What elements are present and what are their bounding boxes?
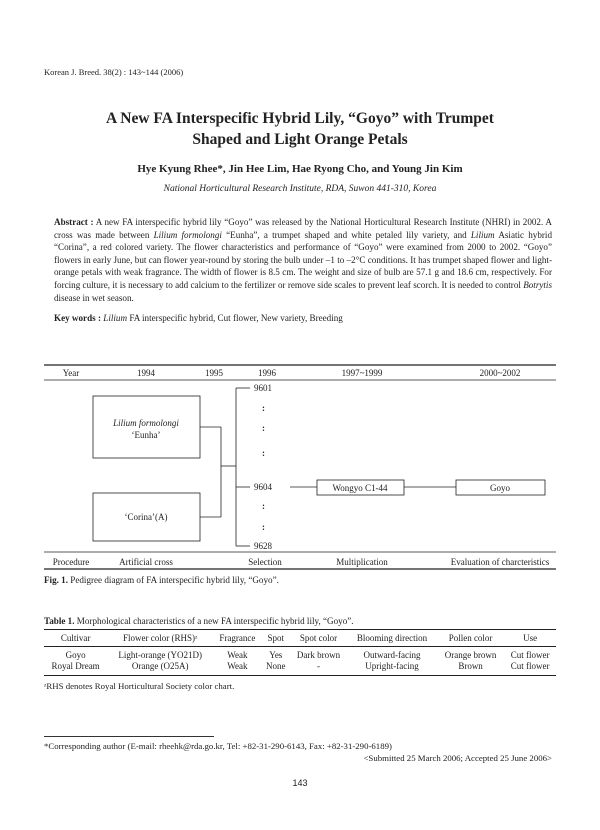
col-cultivar: Cultivar: [44, 630, 107, 647]
figure-caption: [44, 575, 279, 585]
figure-caption-text: Pedigree diagram of FA interspecific hybrid lily, “Goyo”.: [70, 575, 279, 585]
table-row: [44, 647, 556, 662]
abstract-label: Abstract :: [54, 217, 94, 227]
year-header: Year: [62, 368, 80, 378]
selection-dots-5: :: [262, 522, 265, 532]
morphology-table: [44, 629, 556, 676]
table-cell: Weak: [227, 650, 248, 660]
table-cell: Goyo: [65, 650, 86, 660]
abstract-species-1: Lilium formolongi: [153, 229, 222, 240]
abstract-text-2: “Eunha”, a trumpet shaped and white petaled lily variety, and: [226, 229, 467, 240]
procedure-evaluation: Evaluation of charcteristics: [450, 557, 550, 567]
selection-dots-1: :: [262, 403, 265, 413]
col-fragrance: Fragrance: [213, 630, 261, 647]
selection-dots-3: :: [262, 448, 265, 458]
keywords-text: FA interspecific hybrid, Cut flower, New variety, Breeding: [129, 313, 343, 323]
table-cell: Cut flower: [510, 650, 550, 660]
year-1994: 1994: [137, 368, 155, 378]
title-line-1: A New FA Interspecific Hybrid Lily, “Goyo” with Trumpet: [106, 110, 494, 127]
table-caption-text: Morphological characteristics of a new FA interspecific hybrid lily, “Goyo”.: [76, 616, 354, 626]
table-cell: Brown: [437, 661, 504, 676]
corresponding-author-note: *Corresponding author (E-mail: rheehk@rda.go.kr, Tel: +82-31-290-6143, Fax: +82-31-290-6189): [44, 741, 392, 751]
col-pollen-color: Pollen color: [437, 630, 504, 647]
procedure-header: Procedure: [52, 557, 90, 567]
table-cell: Orange (O25A): [107, 661, 213, 676]
abstract-text-4: disease in wet season.: [54, 292, 134, 303]
keywords-label: Key words :: [54, 313, 101, 323]
selection-dots-2: :: [262, 423, 265, 433]
year-1996: 1996: [258, 368, 276, 378]
parent-corina-name: ‘Corina’(A): [124, 512, 168, 522]
table-cell: Dark brown: [296, 650, 341, 660]
selection-9601: 9601: [254, 383, 272, 393]
table-cell: Royal Dream: [44, 661, 107, 676]
variety-goyo-label: Goyo: [490, 483, 510, 493]
selection-9628: 9628: [254, 541, 272, 551]
table-row: [44, 661, 556, 676]
table-caption-label: Table 1.: [44, 616, 75, 626]
journal-reference: Korean J. Breed. 38(2) : 143~144 (2006): [44, 67, 184, 77]
table-cell: -: [290, 661, 347, 676]
table-cell: Weak: [213, 661, 261, 676]
table-header-row: [44, 630, 556, 647]
table-cell: Yes: [269, 650, 283, 660]
parent-eunha-species: Lilium formolongi: [113, 418, 179, 428]
author-list: Hye Kyung Rhee*, Jin Hee Lim, Hae Ryong Cho, and Young Jin Kim: [137, 163, 463, 175]
footnote-divider: [44, 736, 214, 737]
abstract-species-3: Botrytis: [523, 279, 552, 290]
title-line-2: Shaped and Light Orange Petals: [192, 131, 408, 148]
col-use: Use: [504, 630, 556, 647]
submission-dates: <Submitted 25 March 2006; Accepted 25 June 2006>: [363, 753, 552, 763]
table-cell: None: [262, 661, 290, 676]
affiliation: National Horticultural Research Institute, RDA, Suwon 441-310, Korea: [163, 184, 437, 194]
table-cell: Cut flower: [504, 661, 556, 676]
page-number: 143: [292, 778, 308, 788]
abstract-text-1: A new FA interspecific hybrid lily “Goyo” was released by the National Horticultural Research Institute (NHRI) in 2002. A cross was made between: [54, 217, 552, 240]
keywords-species: Lilium: [103, 313, 128, 323]
year-1997-1999: 1997~1999: [341, 368, 383, 378]
selection-9604: 9604: [254, 482, 272, 492]
table-footnote: ᶻRHS denotes Royal Horticultural Society color chart.: [44, 681, 235, 691]
table-caption: [44, 616, 354, 626]
abstract-text-3: Asiatic hybrid “Corina”, a red colored variety. The flower characteristics and performance of “Goyo” were examined from 2000 to 2002. “Goyo” flowers in early June, but can flower year-round by storing the bulb under –1 to –2°C conditions. It has trumpet shaped flower and light-orange petals with weak fragrance. The width of flower is 8.5 cm. The weight and size of bulb are 57.1 g and 18.6 cm, respectively. For forcing culture, it is necessary to add calcium to the fertilizer or remove side scales to prevent leaf scorch. It is needed to control: [54, 229, 552, 290]
figure-caption-label: Fig. 1.: [44, 575, 68, 585]
year-2000-2002: 2000~2002: [479, 368, 521, 378]
line-wongyo-label: Wongyo C1-44: [332, 483, 388, 493]
col-spot: Spot: [262, 630, 290, 647]
col-spot-color: Spot color: [290, 630, 347, 647]
year-1995: 1995: [205, 368, 223, 378]
col-flower-color: Flower color (RHS)ᶻ: [107, 630, 213, 647]
selection-dots-4: :: [262, 501, 265, 511]
procedure-selection: Selection: [248, 557, 282, 567]
col-blooming-direction: Blooming direction: [347, 630, 437, 647]
table-cell: Outward-facing: [363, 650, 421, 660]
table-cell: Upright-facing: [347, 661, 437, 676]
procedure-artificial-cross: Artificial cross: [119, 557, 173, 567]
table-cell: Light-orange (YO21D): [118, 650, 203, 660]
abstract-species-2: Lilium: [470, 229, 495, 240]
parent-eunha-name: ‘Eunha’: [131, 430, 161, 440]
procedure-multiplication: Multiplication: [336, 557, 388, 567]
table-cell: Orange brown: [444, 650, 497, 660]
